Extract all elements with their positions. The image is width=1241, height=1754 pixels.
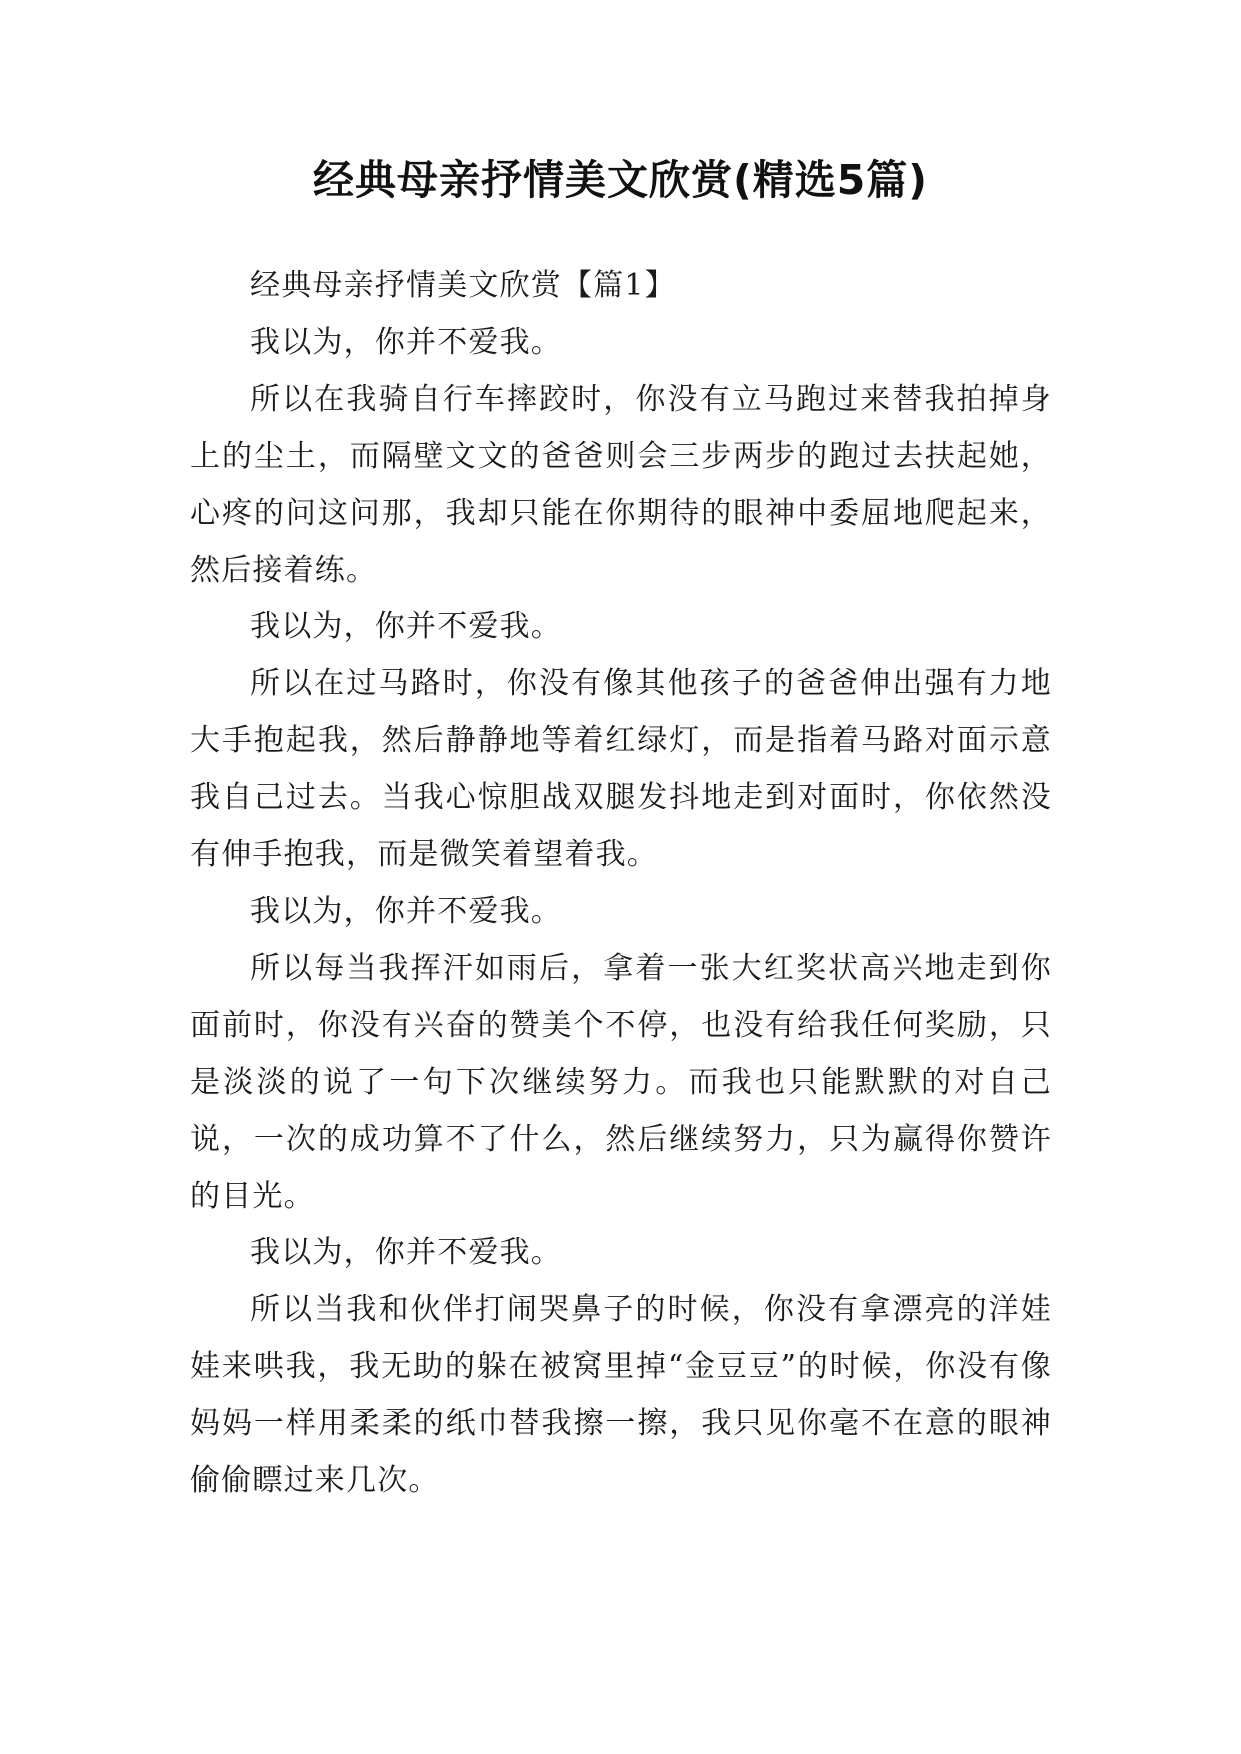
paragraph: 我以为，你并不爱我。 <box>250 893 562 929</box>
paragraph: 所以在过马路时，你没有像其他孩子的爸爸伸出强有力地大手抱起我，然后静静地等着红绿灯，而是指着马路对面示意我自己过去。当我心惊胆战双腿发抖地走到对面时，你依然没有伸手抱我，而是微笑着望着我。 <box>190 666 1052 873</box>
paragraph: 我以为，你并不爱我。 <box>250 1235 562 1271</box>
paragraph-section-heading: 经典母亲抒情美文欣赏【篇1】 <box>250 268 676 303</box>
paragraph: 我以为，你并不爱我。 <box>250 324 562 360</box>
paragraph: 所以每当我挥汗如雨后，拿着一张大红奖状高兴地走到你面前时，你没有兴奋的赞美个不停，也没有给我任何奖励，只是淡淡的说了一句下次继续努力。而我也只能默默的对自己说，一次的成功算不了什么，然后继续努力，只为赢得你赞许的目光。 <box>190 950 1052 1214</box>
paragraph: 我以为，你并不爱我。 <box>250 609 562 645</box>
document-body <box>190 258 1052 1510</box>
document-title: 经典母亲抒情美文欣赏(精选5篇) <box>312 156 928 204</box>
paragraph: 所以当我和伙伴打闹哭鼻子的时候，你没有拿漂亮的洋娃娃来哄我，我无助的躲在被窝里掉“金豆豆”的时候，你没有像妈妈一样用柔柔的纸巾替我擦一擦，我只见你毫不在意的眼神偷偷瞟过来几次。 <box>190 1292 1052 1499</box>
paragraph: 所以在我骑自行车摔跤时，你没有立马跑过来替我拍掉身上的尘土，而隔壁文文的爸爸则会三步两步的跑过去扶起她，心疼的问这问那，我却只能在你期待的眼神中委屈地爬起来，然后接着练。 <box>190 381 1052 588</box>
